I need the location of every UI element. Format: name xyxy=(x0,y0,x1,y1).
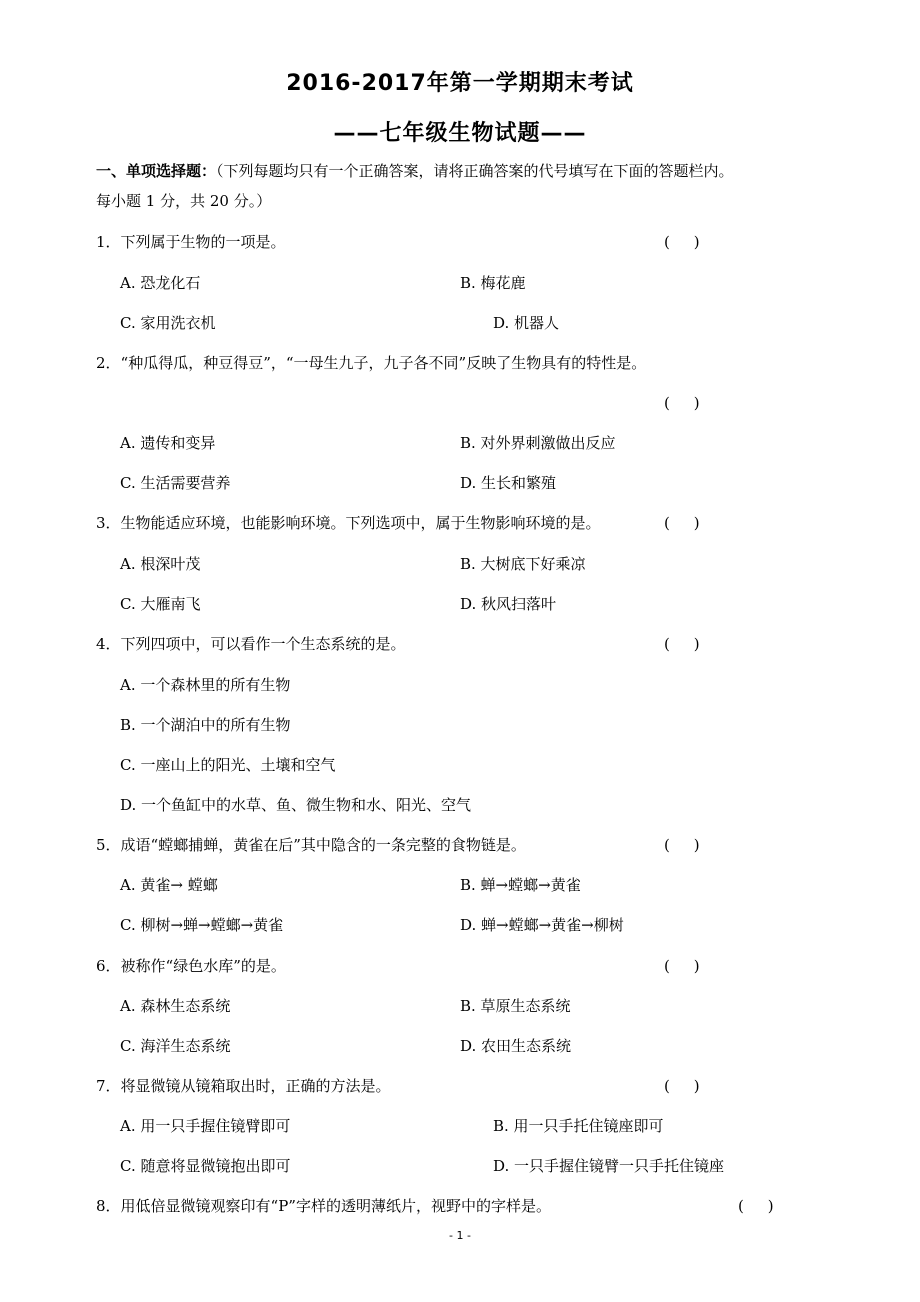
answer-blank-7: ( ) xyxy=(664,1077,700,1095)
q6-option-b: B. 草原生态系统 xyxy=(460,997,571,1015)
answer-blank-6: ( ) xyxy=(664,957,700,975)
q1-option-d: D. 机器人 xyxy=(493,314,560,332)
q7-option-b: B. 用一只手托住镜座即可 xyxy=(493,1117,664,1135)
question-6: 6．被称作“绿色水库”的是。 xyxy=(96,957,286,975)
q3-option-b: B. 大树底下好乘凉 xyxy=(460,555,586,573)
question-2: 2．“种瓜得瓜，种豆得豆”，“一母生九子，九子各不同”反映了生物具有的特性是。 xyxy=(96,354,647,372)
q7-option-a: A. 用一只手握住镜臂即可 xyxy=(120,1117,291,1135)
answer-blank-2: ( ) xyxy=(664,394,700,412)
q4-option-b: B. 一个湖泊中的所有生物 xyxy=(120,716,291,734)
q5-option-a: A. 黄雀→ 螳螂 xyxy=(120,876,218,894)
q7-option-d: D. 一只手握住镜臂一只手托住镜座 xyxy=(493,1157,725,1175)
q1-option-a: A. 恐龙化石 xyxy=(120,274,201,292)
answer-blank-1: ( ) xyxy=(664,233,700,251)
q4-option-d: D. 一个鱼缸中的水草、鱼、微生物和水、阳光、空气 xyxy=(120,796,472,814)
q6-option-c: C. 海洋生态系统 xyxy=(120,1037,231,1055)
question-8: 8．用低倍显微镜观察印有“P”字样的透明薄纸片，视野中的字样是。 xyxy=(96,1197,551,1215)
section-instructions-line1: （下列每题均只有一个正确答案，请将正确答案的代号填写在下面的答题栏内。 xyxy=(216,162,734,180)
q2-option-b: B. 对外界刺激做出反应 xyxy=(460,434,616,452)
question-3: 3．生物能适应环境，也能影响环境。下列选项中，属于生物影响环境的是。 xyxy=(96,514,601,532)
q4-option-c: C. 一座山上的阳光、土壤和空气 xyxy=(120,756,336,774)
section-instructions-line2: 每小题 1 分，共 20 分。） xyxy=(96,192,272,210)
q5-option-b: B. 蝉→螳螂→黄雀 xyxy=(460,876,581,894)
answer-blank-5: ( ) xyxy=(664,836,700,854)
answer-blank-8: ( ) xyxy=(738,1197,774,1215)
section-instructions xyxy=(96,160,734,182)
section-heading: 一、单项选择题： xyxy=(96,162,217,180)
q6-option-a: A. 森林生态系统 xyxy=(120,997,231,1015)
q3-option-a: A. 根深叶茂 xyxy=(120,555,201,573)
q5-option-d: D. 蝉→螳螂→黄雀→柳树 xyxy=(460,916,624,934)
exam-title: 2016-2017年第一学期期末考试 xyxy=(286,71,634,96)
q2-option-d: D. 生长和繁殖 xyxy=(460,474,557,492)
exam-subtitle: ——七年级生物试题—— xyxy=(333,121,587,146)
question-4: 4．下列四项中，可以看作一个生态系统的是。 xyxy=(96,635,406,653)
answer-blank-4: ( ) xyxy=(664,635,700,653)
q1-option-b: B. 梅花鹿 xyxy=(460,274,526,292)
q1-option-c: C. 家用洗衣机 xyxy=(120,314,216,332)
q3-option-c: C. 大雁南飞 xyxy=(120,595,201,613)
answer-blank-3: ( ) xyxy=(664,514,700,532)
q5-option-c: C. 柳树→蝉→螳螂→黄雀 xyxy=(120,916,284,934)
q7-option-c: C. 随意将显微镜抱出即可 xyxy=(120,1157,291,1175)
q4-option-a: A. 一个森林里的所有生物 xyxy=(120,676,291,694)
q6-option-d: D. 农田生态系统 xyxy=(460,1037,572,1055)
q2-option-c: C. 生活需要营养 xyxy=(120,474,231,492)
question-7: 7．将显微镜从镜箱取出时，正确的方法是。 xyxy=(96,1077,391,1095)
question-1: 1．下列属于生物的一项是。 xyxy=(96,233,286,251)
q3-option-d: D. 秋风扫落叶 xyxy=(460,595,557,613)
q2-option-a: A. 遗传和变异 xyxy=(120,434,216,452)
question-5: 5．成语“螳螂捕蝉，黄雀在后”其中隐含的一条完整的食物链是。 xyxy=(96,836,526,854)
page-number: - 1 - xyxy=(449,1229,471,1242)
